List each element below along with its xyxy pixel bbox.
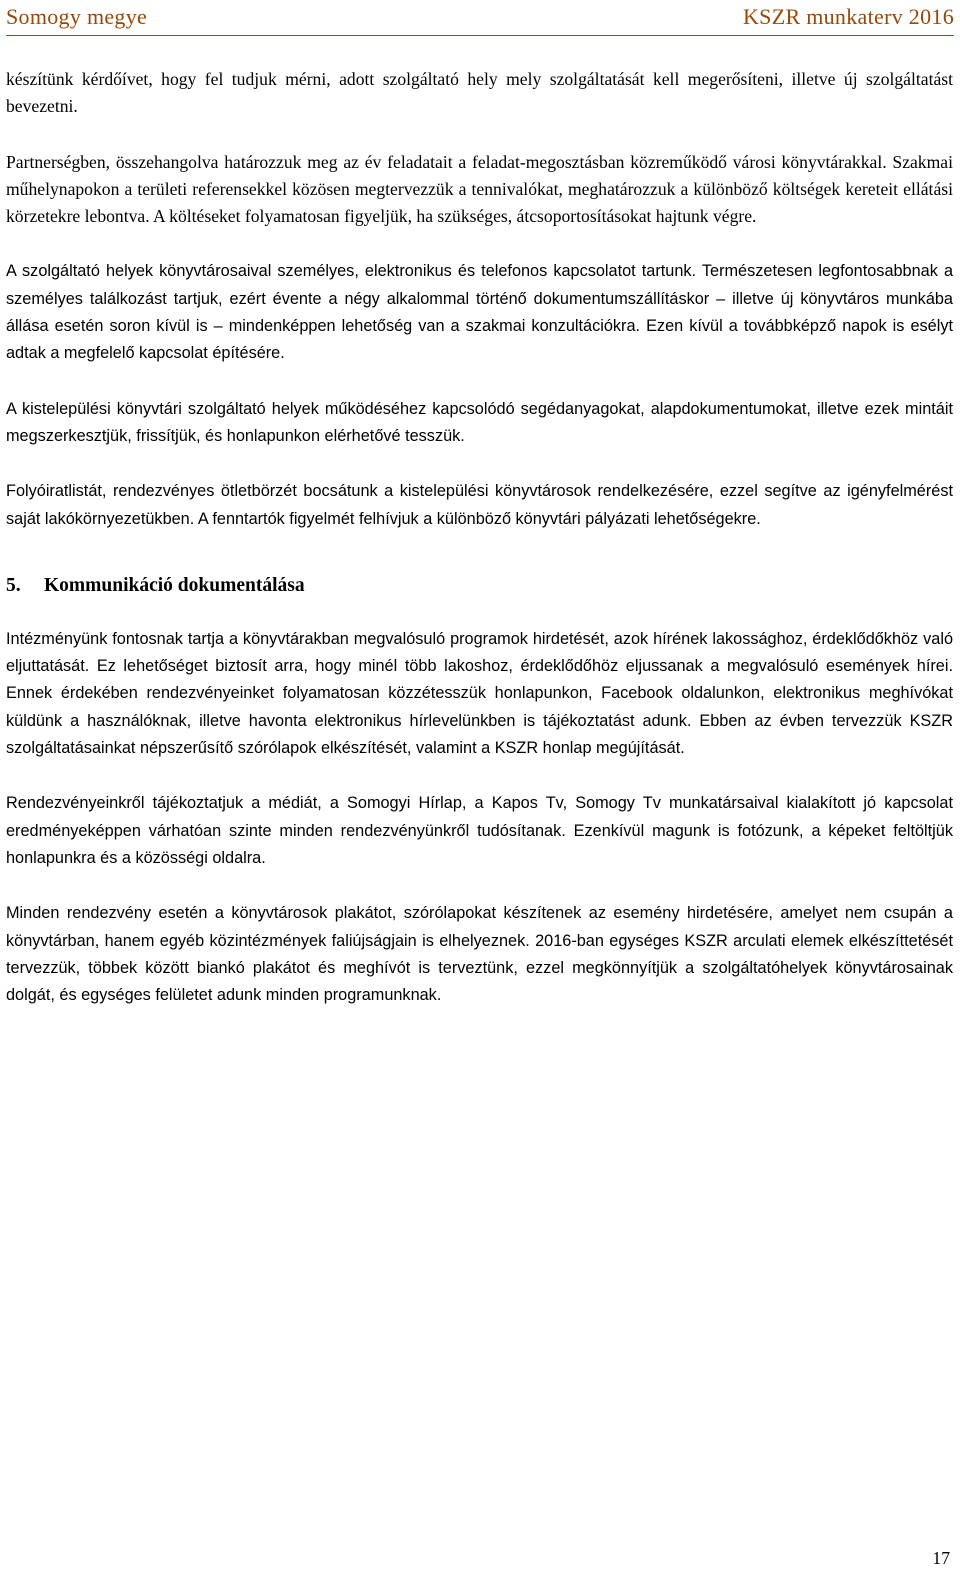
paragraph-partnership: Partnerségben, összehangolva határozzuk meg az év feladatait a feladat-megosztásban közreműködő városi könyvtárakkal. Szakmai műhelynapokon a területi referensekkel közösen megtervezzük a tennivalókat, meghatározzuk a különböző költségek kereteit ellátási körzetekre lebontva. A költéseket folyamatosan figyeljük, ha szükséges, átcsoportosításokat hajtunk végre. (6, 151, 953, 227)
paragraph-media-relations: Rendezvényeinkről tájékoztatjuk a médiát, a Somogyi Hírlap, a Kapos Tv, Somogy Tv munkatársaival kialakított jó kapcsolat eredményeképpen várhatóan szinte minden rendezvényünkről tudósítanak. Ezenkívül magunk is fotózunk, a képeket feltöltjük honlapunkra és a közösségi oldalra. (6, 794, 953, 867)
page-body (6, 66, 953, 1037)
section-heading (6, 573, 953, 599)
header-county: Somogy megye (6, 4, 148, 29)
header-document-title: KSZR munkaterv 2016 (742, 4, 954, 29)
paragraph-periodical-list: Folyóiratlistát, rendezvényes ötletbörzét bocsátunk a kistelepülési könyvtárosok rendelkezésére, ezzel segítve az igényfelmérést saját lakókörnyezetükben. A fenntartók figyelmét felhívjuk a különböző könyvtári pályázati lehetőségekre. (6, 482, 953, 528)
header-divider (6, 35, 954, 36)
section-title: Kommunikáció dokumentálása (44, 574, 305, 596)
paragraph-support-materials: A kistelepülési könyvtári szolgáltató helyek működéséhez kapcsolódó segédanyagokat, alapdokumentumokat, illetve ezek mintáit megszerkesztjük, frissítjük, és honlapunkon elérhetővé tesszük. (6, 399, 953, 445)
paragraph-program-advertising: Intézményünk fontosnak tartja a könyvtárakban megvalósuló programok hirdetését, azok hírének lakossághoz, érdeklődőkhöz való eljuttatását. Ez lehetőséget biztosít arra, hogy minél több lakoshoz, érdeklődőhöz eljussanak a megvalósuló események hírei. Ennek érdekében rendezvényeinket folyamatosan közzétesszük honlapunkon, Facebook oldalunkon, elektronikus meghívókat küldünk a használóknak, illetve havonta elektronikus hírlevelünkben is tájékoztatást adunk. Ebben az évben tervezzük KSZR szolgáltatásainkat népszerűsítő szórólapok elkészítését, valamint a KSZR honlap megújítását. (6, 629, 953, 758)
section-number: 5. (6, 574, 21, 596)
page-number: 17 (932, 1548, 950, 1568)
page-header (0, 0, 960, 42)
paragraph-librarian-contact: A szolgáltató helyek könyvtárosaival személyes, elektronikus és telefonos kapcsolatot tartunk. Természetesen legfontosabbnak a személyes találkozást tartjuk, ezért évente a négy alkalommal történő dokumentumszállításkor – illetve új könyvtáros munkába állása esetén soron kívül is – mindenképpen lehetőség van a szakmai konzultációkra. Ezen kívül a továbbképző napok is esélyt adtak a megfelelő kapcsolat építésére. (6, 262, 953, 363)
paragraph-questionnaire: készítünk kérdőívet, hogy fel tudjuk mérni, adott szolgáltató hely mely szolgáltatását kell megerősíteni, illetve új szolgáltatást bevezetni. (6, 69, 953, 117)
paragraph-posters: Minden rendezvény esetén a könyvtárosok plakátot, szórólapokat készítenek az esemény hirdetésére, amelyet nem csupán a könyvtárban, hanem egyéb közintézmények faliújságjain is elhelyeznek. 2016-ban egységes KSZR arculati elemek elkészíttetését tervezzük, többek között biankó plakátot és meghívót is terveztünk, ezzel megkönnyítjük a szolgáltatóhelyek könyvtárosainak dolgát, és egységes felületet adunk minden programunknak. (6, 904, 953, 1005)
